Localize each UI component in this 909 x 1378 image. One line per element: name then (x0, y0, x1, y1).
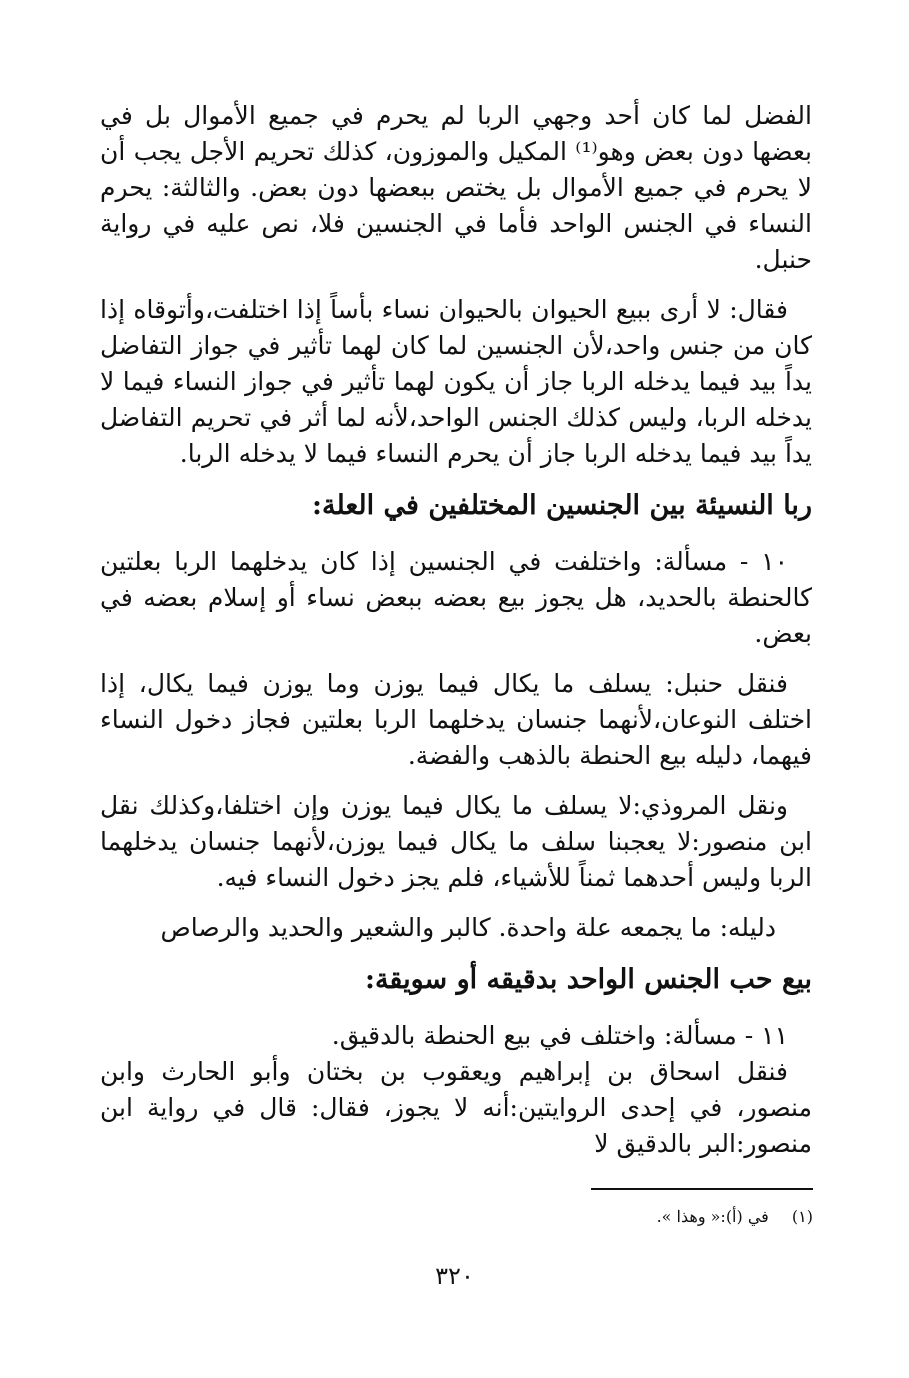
paragraph-ishaq: فنقل اسحاق بن إبراهيم ويعقوب بن بختان وأبو الحارث وابن منصور، في إحدى الروايتين:أنه لا يجوز، فقال: قال في رواية ابن منصور:البر بالدقيق لا (100, 1057, 812, 1158)
paragraph-evidence: دليله: ما يجمعه علة واحدة. كالبر والشعير والحديد والرصاص (160, 913, 776, 942)
paragraph-marwazi: ونقل المروذي:لا يسلف ما يكال فيما يوزن وإن اختلفا،وكذلك نقل ابن منصور:لا يعجبنا سلف ما يكال فيما يوزن،لأنهما جنسان يدخلهما الربا وليس أحدهما ثمناً للأشياء، فلم يجز دخول النساء فيه. (100, 791, 812, 892)
page-body (100, 98, 812, 1176)
section-heading-2: بيع حب الجنس الواحد بدقيقه أو سويقة: (364, 964, 812, 995)
footnote-marker: (١) (791, 1207, 813, 1226)
paragraph-hanbal: فنقل حنبل: يسلف ما يكال فيما يوزن وما يوزن فيما يكال، إذا اختلف النوعان،لأنهما جنسان يدخلهما الربا بعلتين فجاز دخول النساء فيهما، دليله بيع الحنطة بالذهب والفضة. (100, 669, 812, 770)
issue-10-paragraph: ١٠ - مسألة: واختلفت في الجنسين إذا كان يدخلهما الربا بعلتين كالحنطة بالحديد، هل يجوز بيع بعضه ببعض نساء أو إسلام بعضه في بعض. (100, 547, 812, 648)
footnote (657, 1205, 813, 1229)
page-number: ٣٢٠ (435, 1262, 474, 1290)
section-heading-1: ربا النسيئة بين الجنسين المختلفين في العلة: (312, 490, 812, 521)
paragraph-1: الفضل لما كان أحد وجهي الربا لم يحرم في جميع الأموال بل في بعضها دون بعض وهو⁽¹⁾ المكيل والموزون، كذلك تحريم الأجل يجب أن لا يحرم في جميع الأموال بل يختص ببعضها دون بعض. والثالثة: يحرم النساء في الجنس الواحد فأما في الجنسين فلا، نص عليه في رواية حنبل. (100, 101, 812, 274)
paragraph-2: فقال: لا أرى ببيع الحيوان بالحيوان نساء بأساً إذا اختلفت،وأتوقاه إذا كان من جنس واحد،لأن الجنسين لما كان لهما تأثير في جواز التفاضل يداً بيد فيما يدخله الربا جاز أن يكون لهما تأثير في جواز النساء فيما لا يدخله الربا، وليس كذلك الجنس الواحد،لأنه لما أثر في تحريم التفاضل يداً بيد فيما يدخله الربا جاز أن يحرم النساء فيما لا يدخله الربا. (100, 295, 812, 468)
footnote-divider (591, 1188, 813, 1190)
footnote-text: في (أ):« وهذا ». (656, 1207, 769, 1226)
issue-11-paragraph: ١١ - مسألة: واختلف في بيع الحنطة بالدقيق. (331, 1021, 788, 1050)
